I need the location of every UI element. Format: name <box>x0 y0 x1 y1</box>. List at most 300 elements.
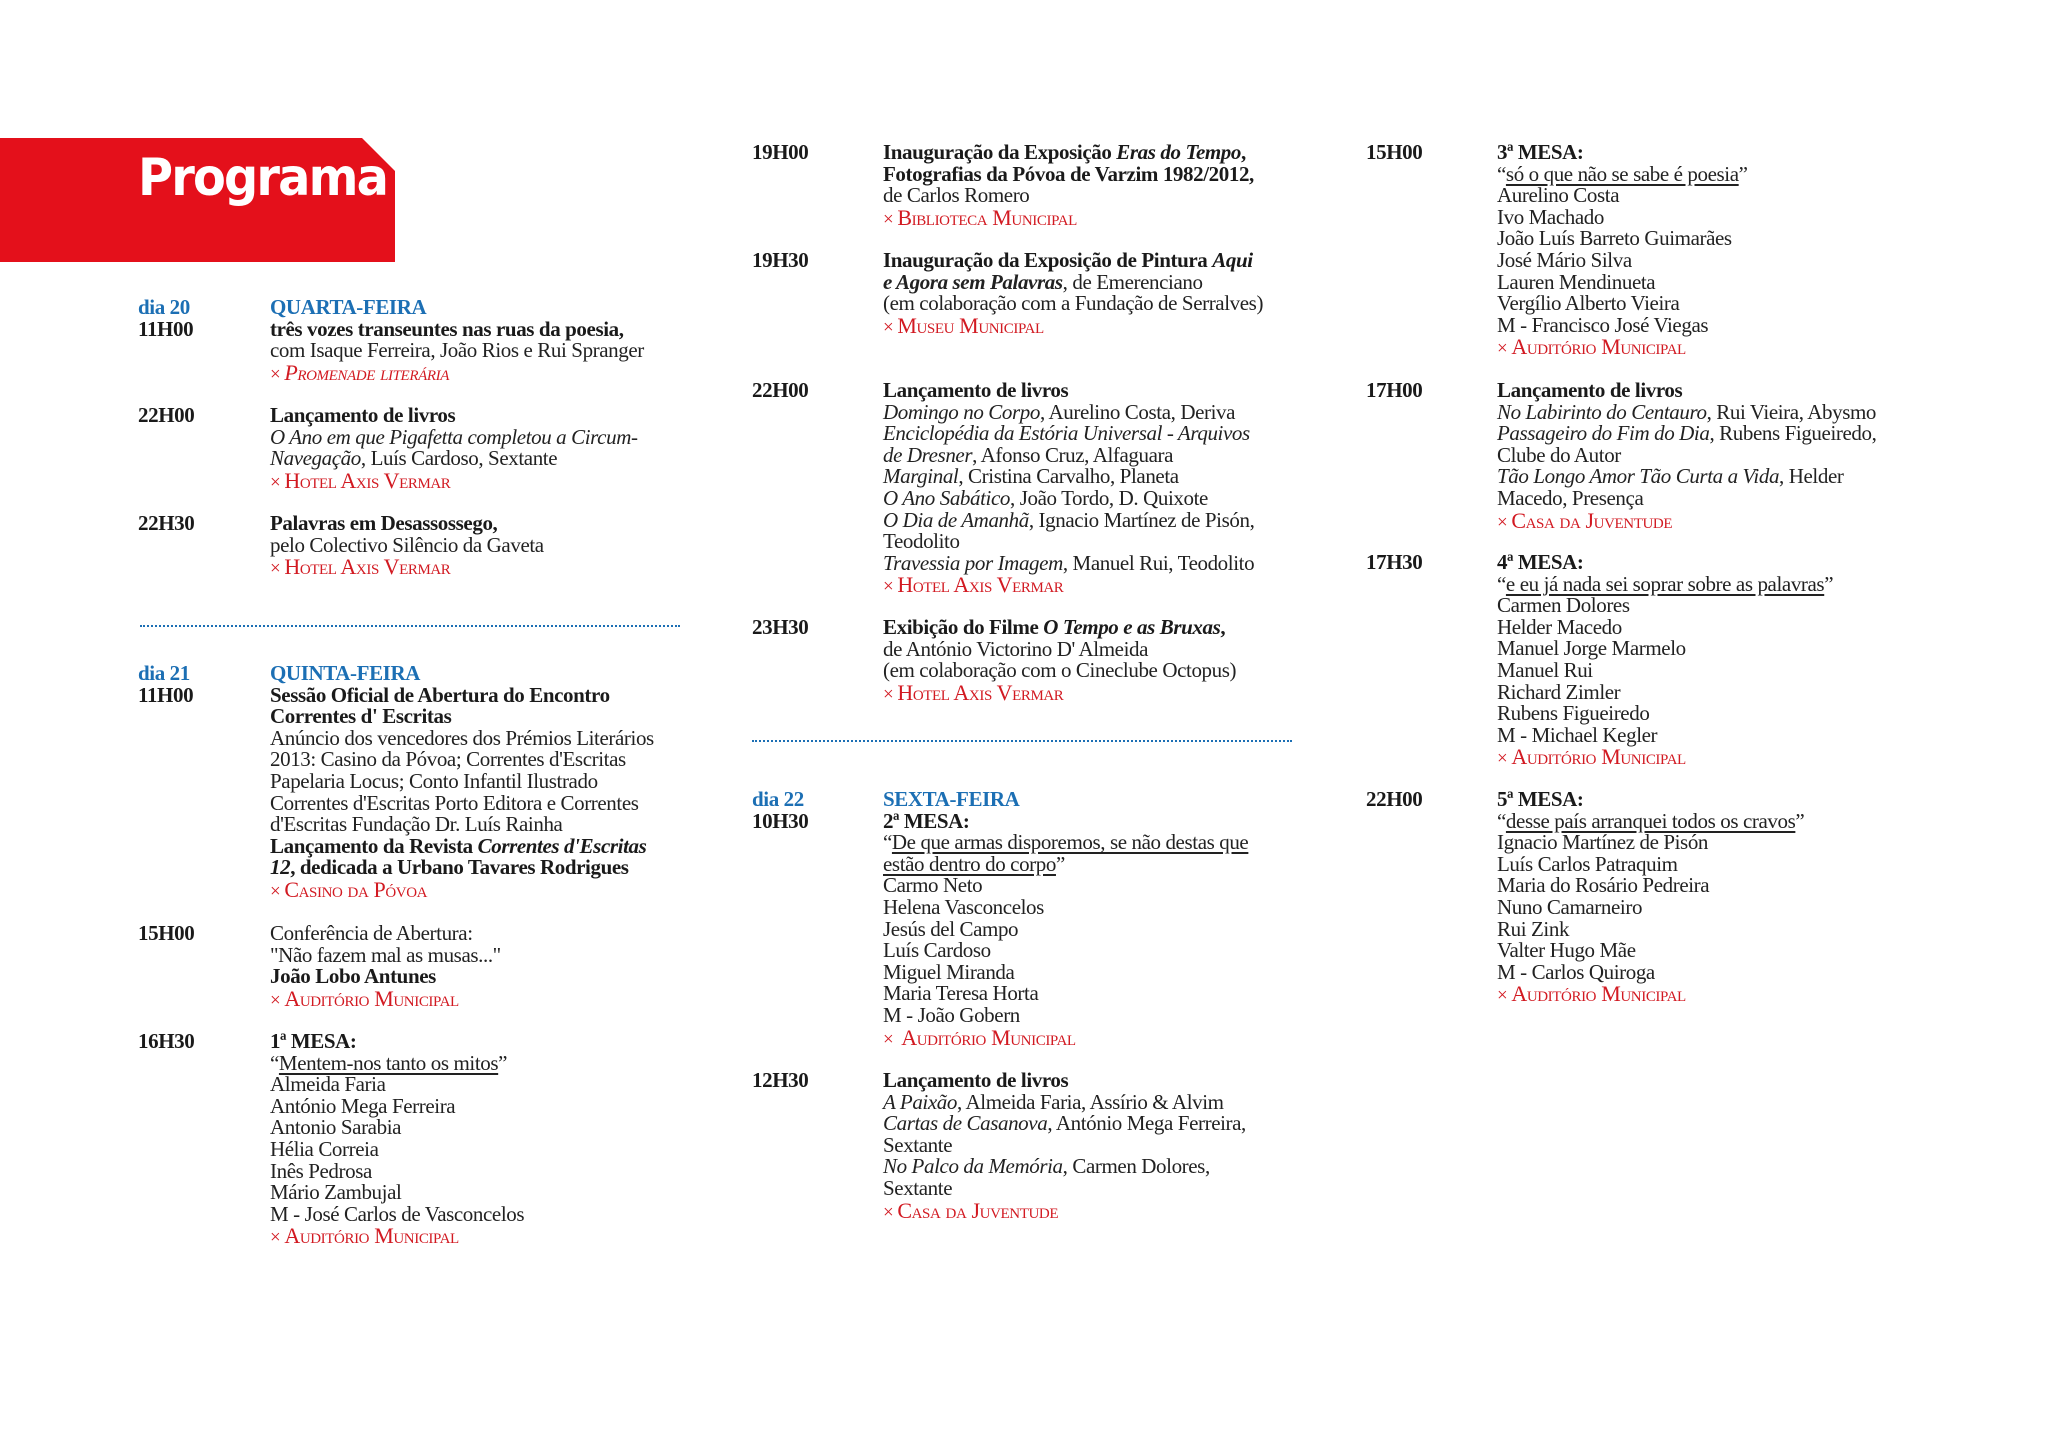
event-line <box>883 660 1236 682</box>
text-segment: d'Escritas Fundação Dr. Luís Rainha <box>270 812 563 837</box>
event-venue <box>883 574 1254 598</box>
text-segment: Auditório Municipal <box>284 1223 459 1249</box>
event-line <box>1497 228 1748 250</box>
text-segment: Maria Teresa Horta <box>883 981 1039 1006</box>
text-segment: Museu Municipal <box>897 312 1044 338</box>
event-venue <box>883 679 1236 706</box>
text-segment: Palavras em Desassossego, <box>270 511 498 535</box>
event-line <box>1497 442 1876 467</box>
text-segment: No Labirinto do Centauro <box>1497 399 1707 424</box>
text-segment: Tão Longo Amor Tão Curta a Vida <box>1497 464 1780 489</box>
event-line <box>1497 485 1876 510</box>
text-segment: “ <box>1497 161 1506 186</box>
text-segment: Maria do Rosário Pedreira <box>1497 873 1710 898</box>
text-segment: Fotografias da Póvoa de Varzim 1982/2012, <box>883 161 1254 186</box>
text-segment: 3ª MESA: <box>1497 140 1584 164</box>
event-details <box>1497 552 1833 770</box>
event-details <box>883 142 1254 230</box>
event-datetime <box>138 923 194 945</box>
venue-marker-icon: × <box>270 558 281 580</box>
text-segment: Domingo no Corpo <box>883 399 1040 424</box>
text-segment: (em colaboração com a Fundação de Serralves) <box>883 291 1264 316</box>
event-line <box>883 550 1255 575</box>
event-details <box>270 405 638 493</box>
text-segment: Papelaria Locus; Conto Infantil Ilustrado <box>270 768 598 793</box>
event-line <box>270 942 501 967</box>
event-line <box>1497 466 1876 488</box>
text-segment: de Dresner <box>883 442 973 467</box>
text-segment: Casa da Juventude <box>897 1197 1059 1223</box>
text-segment: Sextante <box>883 1132 953 1157</box>
text-segment: José Mário Silva <box>1497 247 1632 272</box>
venue-marker-icon: × <box>270 363 281 385</box>
event-line <box>883 442 1254 467</box>
event-time: 12H30 <box>752 1068 809 1092</box>
text-segment: Enciclopédia da Estória Universal - Arquivos <box>883 421 1250 446</box>
text-segment: Anúncio dos vencedores dos Prémios Literários <box>270 725 654 750</box>
text-segment: Cartas de Casanova <box>883 1111 1048 1136</box>
event-heading <box>270 857 654 879</box>
event-heading <box>270 513 544 535</box>
text-segment: Manuel Rui <box>1497 657 1593 682</box>
text-segment: Lauren Mendinueta <box>1497 269 1656 294</box>
text-segment: de António Victorino D' Almeida <box>883 636 1149 661</box>
event-venue <box>1497 336 1748 360</box>
text-segment: João Luís Barreto Guimarães <box>1497 226 1732 251</box>
text-segment: A Paixão <box>883 1089 957 1114</box>
event-details <box>883 1070 1246 1223</box>
text-segment: M - João Gobern <box>883 1002 1020 1027</box>
text-segment: 1ª MESA: <box>270 1029 357 1053</box>
event-datetime <box>138 1031 194 1053</box>
event-line <box>1497 399 1877 424</box>
event-line <box>883 851 1248 876</box>
text-segment: Navegação <box>270 446 361 471</box>
event-line <box>270 923 501 945</box>
text-segment: , Luís Cardoso, Sextante <box>360 446 558 471</box>
text-segment: só o que não se sabe é poesia <box>1505 161 1739 186</box>
event-details <box>270 513 544 580</box>
event-datetime <box>752 1070 808 1092</box>
text-segment: Auditório Municipal <box>1511 981 1686 1007</box>
venue-marker-icon: × <box>883 208 894 230</box>
text-segment: M - Michael Kegler <box>1497 722 1658 747</box>
text-segment: Lançamento da Revista <box>270 833 478 858</box>
event-line <box>883 1132 1246 1157</box>
text-segment: Inauguração da Exposição <box>883 140 1117 164</box>
text-segment: QUARTA-FEIRA <box>270 295 427 319</box>
text-segment: Lançamento de livros <box>270 403 456 427</box>
venue-marker-icon: × <box>883 1028 894 1050</box>
event-line <box>883 875 1248 897</box>
day-label: dia 22 <box>752 787 804 811</box>
event-time: 11H00 <box>138 682 194 707</box>
event-venue <box>1497 507 1876 534</box>
event-line <box>1497 269 1748 294</box>
event-heading <box>883 808 1248 833</box>
text-segment: Mário Zambujal <box>270 1180 402 1205</box>
text-segment: , Rubens Figueiredo, <box>1709 421 1877 446</box>
text-segment: Nuno Camarneiro <box>1497 894 1643 919</box>
event-time: 19H30 <box>752 248 809 272</box>
text-segment: O Ano Sabático <box>883 485 1011 510</box>
text-segment: , Carmen Dolores, <box>1062 1154 1210 1179</box>
event-datetime <box>138 513 194 535</box>
text-segment: Helder Macedo <box>1497 614 1622 639</box>
text-segment: Auditório Municipal <box>1511 744 1686 770</box>
text-segment: Teodolito <box>883 529 960 554</box>
event-details <box>270 1031 524 1249</box>
event-heading <box>883 380 1254 402</box>
event-details <box>883 380 1254 598</box>
text-segment: Hotel Axis Vermar <box>284 467 451 493</box>
event-time: 15H00 <box>138 921 195 945</box>
text-segment: ” <box>1824 571 1834 596</box>
text-segment: Hotel Axis Vermar <box>897 679 1064 705</box>
event-line <box>883 185 1254 207</box>
weekday-label <box>270 297 644 319</box>
text-segment: , Ignacio Martínez de Pisón, <box>1028 507 1255 532</box>
event-line <box>270 749 654 771</box>
text-segment: e eu já nada sei soprar sobre as palavras <box>1505 571 1825 596</box>
event-heading <box>270 706 654 728</box>
venue-marker-icon: × <box>270 471 281 493</box>
event-heading <box>883 617 1236 639</box>
event-line <box>270 814 654 836</box>
text-segment: ” <box>1055 851 1065 876</box>
event-details <box>270 663 654 903</box>
event-line <box>883 959 1248 984</box>
event-datetime <box>1366 380 1422 402</box>
text-segment: Helena Vasconcelos <box>883 894 1044 919</box>
text-segment: , Almeida Faria, Assírio & Alvim <box>956 1089 1224 1114</box>
event-line <box>1497 614 1833 639</box>
event-venue <box>270 556 544 580</box>
event-line <box>270 1074 524 1096</box>
event-line <box>883 1175 1246 1200</box>
text-segment: Inês Pedrosa <box>270 1158 372 1183</box>
text-segment: O Tempo e as Bruxas <box>1043 615 1221 639</box>
venue-marker-icon: × <box>1497 338 1508 360</box>
text-segment: Conferência de Abertura: <box>270 921 473 945</box>
text-segment: , Helder <box>1779 464 1844 489</box>
text-segment: Sessão Oficial de Abertura do Encontro <box>270 682 610 707</box>
event-line <box>1497 571 1834 596</box>
text-segment: Rubens Figueiredo <box>1497 701 1650 726</box>
event-datetime <box>752 789 808 832</box>
text-segment: de Carlos Romero <box>883 183 1030 208</box>
event-datetime <box>752 142 808 164</box>
event-time: 19H00 <box>752 140 809 164</box>
text-segment: Ignacio Martínez de Pisón <box>1497 830 1709 855</box>
text-segment: 5ª MESA: <box>1497 787 1584 811</box>
event-venue <box>270 985 501 1012</box>
text-segment: M - José Carlos de Vasconcelos <box>270 1201 525 1226</box>
event-heading <box>270 316 644 341</box>
event-line <box>883 423 1254 445</box>
text-segment: Miguel Miranda <box>883 959 1015 984</box>
text-segment: , Afonso Cruz, Alfaguara <box>972 442 1174 467</box>
text-segment: , de Emerenciano <box>1062 269 1203 294</box>
venue-marker-icon: × <box>270 1227 281 1249</box>
text-segment: , <box>1241 140 1246 164</box>
event-datetime <box>1366 789 1422 811</box>
event-line <box>1497 916 1804 941</box>
event-venue <box>270 359 644 386</box>
text-segment: Valter Hugo Mãe <box>1497 938 1636 963</box>
text-segment: , <box>1220 615 1226 639</box>
text-segment: Lançamento de livros <box>1497 378 1683 402</box>
text-segment: O Ano em que Pigafetta completou a Circum- <box>270 424 638 449</box>
event-venue <box>270 1225 524 1249</box>
event-venue <box>883 1197 1246 1224</box>
event-line <box>270 1201 525 1226</box>
event-line <box>883 1089 1246 1114</box>
event-line <box>270 448 638 470</box>
text-segment: , dedicada a Urbano Tavares Rodrigues <box>290 855 629 880</box>
event-details <box>883 789 1248 1050</box>
text-segment: “ <box>270 1050 279 1075</box>
event-heading <box>1497 380 1876 402</box>
event-line <box>883 832 1248 854</box>
text-segment: pelo Colectivo Silêncio da Gaveta <box>270 532 544 557</box>
event-line <box>883 507 1255 532</box>
event-time: 10H30 <box>752 808 809 833</box>
event-datetime <box>1366 142 1422 164</box>
text-segment: Hotel Axis Vermar <box>897 572 1064 598</box>
event-time: 16H30 <box>138 1029 195 1053</box>
event-venue <box>883 1024 1248 1051</box>
event-line <box>883 983 1248 1005</box>
text-segment: desse país arranquei todos os cravos <box>1505 808 1796 833</box>
text-segment: Clube do Autor <box>1497 442 1621 467</box>
event-heading <box>883 1070 1246 1092</box>
event-details <box>270 923 501 1011</box>
event-details <box>270 297 644 385</box>
event-line <box>1497 679 1833 704</box>
text-segment: Lançamento de livros <box>883 1068 1069 1092</box>
text-segment: Ivo Machado <box>1497 204 1604 229</box>
event-heading <box>270 682 654 707</box>
text-segment: Biblioteca Municipal <box>897 204 1077 230</box>
weekday-label <box>270 663 654 685</box>
event-line <box>1497 293 1748 315</box>
event-line <box>1497 703 1833 725</box>
event-line <box>270 1050 524 1075</box>
event-datetime <box>138 405 194 427</box>
event-line <box>270 1136 524 1161</box>
event-line <box>883 916 1248 941</box>
text-segment: (em colaboração com o Cineclube Octopus) <box>883 658 1237 683</box>
text-segment: ” <box>1795 808 1805 833</box>
event-line <box>270 1182 524 1204</box>
event-details <box>883 250 1263 338</box>
event-venue <box>270 467 638 494</box>
event-heading <box>883 250 1263 272</box>
event-datetime <box>752 617 808 639</box>
text-segment: 12 <box>270 855 291 880</box>
event-line <box>1497 894 1804 919</box>
event-venue <box>1497 746 1833 770</box>
event-line <box>270 1093 524 1118</box>
text-segment: Rui Zink <box>1497 916 1570 941</box>
text-segment: O Dia de Amanhã <box>883 507 1029 532</box>
text-segment: António Mega Ferreira <box>270 1093 456 1118</box>
event-time: 22H00 <box>138 403 195 427</box>
venue-marker-icon: × <box>883 1201 894 1223</box>
separator-dia-20-21 <box>140 625 680 627</box>
event-line <box>270 340 644 362</box>
event-heading <box>1497 142 1748 164</box>
event-datetime <box>138 663 193 706</box>
event-line <box>1497 851 1804 876</box>
text-segment: Antonio Sarabia <box>270 1115 402 1140</box>
text-segment: Exibição do Filme <box>883 615 1044 639</box>
event-line <box>1497 161 1748 186</box>
separator-dia-21-22 <box>752 740 1292 742</box>
event-heading <box>1497 789 1804 811</box>
text-segment: Hélia Correia <box>270 1136 379 1161</box>
event-line <box>1497 832 1804 854</box>
event-heading <box>883 161 1254 186</box>
text-segment: Almeida Faria <box>270 1072 386 1097</box>
event-datetime <box>752 380 808 402</box>
text-segment: Marginal <box>883 464 959 489</box>
event-line <box>1497 247 1748 272</box>
venue-marker-icon: × <box>883 316 894 338</box>
venue-marker-icon: × <box>270 880 281 902</box>
event-heading <box>883 142 1254 164</box>
text-segment: De que armas disporemos, se não destas que <box>891 830 1249 855</box>
event-line <box>1497 638 1833 660</box>
text-segment: Correntes d'Escritas <box>477 833 647 858</box>
text-segment: ” <box>1738 161 1748 186</box>
event-line <box>1497 312 1748 337</box>
text-segment: estão dentro do corpo <box>883 851 1056 876</box>
event-line <box>883 293 1263 315</box>
text-segment: QUINTA-FEIRA <box>270 661 420 685</box>
venue-marker-icon: × <box>1497 511 1508 533</box>
event-details <box>883 617 1236 705</box>
text-segment: SEXTA-FEIRA <box>883 787 1020 811</box>
weekday-label <box>883 789 1248 811</box>
text-segment: João Lobo Antunes <box>270 964 436 989</box>
text-segment: Lançamento de livros <box>883 378 1069 402</box>
event-line <box>1497 940 1804 962</box>
event-time: 22H00 <box>1366 787 1423 811</box>
event-line <box>1497 875 1804 897</box>
event-line <box>883 1113 1246 1135</box>
text-segment: Jesús del Campo <box>883 916 1019 941</box>
event-venue <box>883 312 1263 339</box>
text-segment: M - Carlos Quiroga <box>1497 959 1655 984</box>
text-segment: Luís Cardoso <box>883 938 991 963</box>
text-segment: ” <box>498 1050 508 1075</box>
event-time: 11H00 <box>138 316 194 341</box>
event-time: 17H00 <box>1366 378 1423 402</box>
event-heading <box>270 1031 524 1053</box>
text-segment: Inauguração da Exposição de Pintura <box>883 248 1213 272</box>
event-heading <box>1497 552 1833 574</box>
event-line <box>270 532 544 557</box>
venue-marker-icon: × <box>1497 985 1508 1007</box>
text-segment: Carmen Dolores <box>1497 593 1630 618</box>
event-line <box>270 768 654 793</box>
event-line <box>1497 423 1876 445</box>
event-heading <box>270 405 638 427</box>
page-title: Programa <box>138 148 388 208</box>
venue-marker-icon: × <box>883 683 894 705</box>
event-details <box>1497 789 1804 1007</box>
event-details <box>1497 380 1876 533</box>
event-line <box>883 636 1236 661</box>
event-datetime <box>1366 552 1422 574</box>
venue-marker-icon: × <box>270 989 281 1011</box>
text-segment: Eras do Tempo <box>1116 140 1242 164</box>
event-line <box>883 1156 1246 1178</box>
text-segment: Auditório Municipal <box>284 985 459 1011</box>
event-line <box>883 894 1248 919</box>
event-line <box>270 424 638 449</box>
venue-marker-icon: × <box>883 576 894 598</box>
text-segment: Travessia por Imagem <box>883 550 1063 575</box>
event-time: 17H30 <box>1366 550 1423 574</box>
text-segment: 2013: Casino da Póvoa; Correntes d'Escritas <box>270 747 626 772</box>
text-segment: 4ª MESA: <box>1497 550 1584 574</box>
text-segment: e Agora sem Palavras <box>883 269 1063 294</box>
event-line <box>1497 185 1748 207</box>
text-segment: Auditório Municipal <box>897 1024 1076 1050</box>
event-line <box>1497 722 1833 747</box>
event-line <box>1497 657 1833 682</box>
text-segment: Richard Zimler <box>1497 679 1621 704</box>
text-segment: Hotel Axis Vermar <box>284 554 451 580</box>
event-venue <box>270 876 654 903</box>
text-segment: Correntes d' Escritas <box>270 704 452 729</box>
event-details <box>1497 142 1748 360</box>
text-segment: No Palco da Memória <box>883 1154 1063 1179</box>
text-segment: Vergílio Alberto Vieira <box>1497 291 1680 316</box>
text-segment: , Rui Vieira, Abysmo <box>1706 399 1877 424</box>
text-segment: , Aurelino Costa, Deriva <box>1039 399 1236 424</box>
text-segment: Sextante <box>883 1175 953 1200</box>
event-line <box>270 725 654 750</box>
text-segment: Correntes d'Escritas Porto Editora e Correntes <box>270 790 639 815</box>
text-segment: Aqui <box>1212 248 1253 272</box>
event-datetime <box>752 250 808 272</box>
event-line <box>883 531 1254 553</box>
text-segment: , Manuel Rui, Teodolito <box>1062 550 1255 575</box>
event-heading <box>270 833 654 858</box>
event-heading <box>270 966 501 988</box>
text-segment: "Não fazem mal as musas..." <box>270 942 501 967</box>
event-datetime <box>138 297 193 340</box>
text-segment: “ <box>1497 808 1506 833</box>
text-segment: Passageiro do Fim do Dia <box>1497 421 1710 446</box>
event-line <box>1497 204 1748 229</box>
text-segment: Carmo Neto <box>883 873 983 898</box>
text-segment: Macedo, Presença <box>1497 485 1644 510</box>
text-segment: “ <box>883 830 892 855</box>
event-line <box>1497 808 1805 833</box>
text-segment: 2ª MESA: <box>883 808 970 833</box>
text-segment: M - Francisco José Viegas <box>1497 312 1709 337</box>
event-time: 15H00 <box>1366 140 1423 164</box>
event-time: 23H30 <box>752 615 809 639</box>
event-line <box>270 790 654 815</box>
event-time: 22H00 <box>752 378 809 402</box>
event-line <box>883 466 1254 488</box>
